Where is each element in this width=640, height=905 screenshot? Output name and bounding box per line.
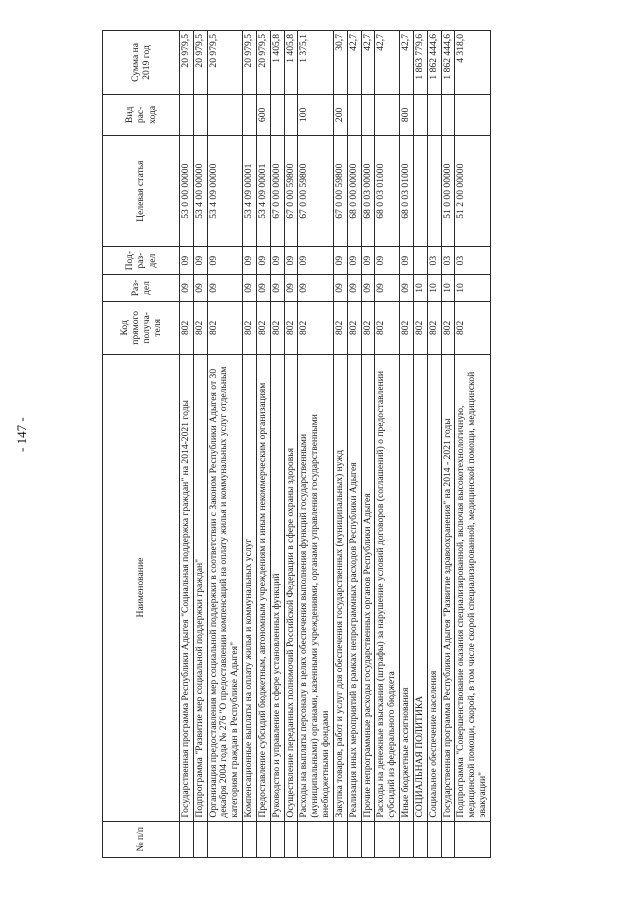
cell-num bbox=[427, 821, 441, 857]
cell-podrazdel: 09 bbox=[333, 247, 347, 274]
cell-name: Государственная программа Республики Адыгея "Развитие здравоохранения" на 2014 - 2021 годы bbox=[441, 354, 455, 821]
cell-razdel: 09 bbox=[243, 274, 257, 301]
cell-kod: 802 bbox=[207, 302, 242, 354]
cell-summa: 30,7 bbox=[333, 31, 347, 95]
cell-tselevaya: 67 0 00 59800 bbox=[284, 135, 298, 247]
cell-vid bbox=[243, 94, 257, 135]
cell-vid bbox=[270, 94, 284, 135]
cell-kod: 802 bbox=[284, 302, 298, 354]
cell-vid: 800 bbox=[400, 94, 414, 135]
cell-razdel: 09 bbox=[193, 274, 207, 301]
cell-razdel: 10 bbox=[441, 274, 455, 301]
table-row bbox=[243, 31, 257, 858]
cell-razdel: 09 bbox=[333, 274, 347, 301]
table-row bbox=[441, 31, 455, 858]
cell-tselevaya: 68 0 00 00000 bbox=[347, 135, 361, 247]
cell-tselevaya: 51 0 00 00000 bbox=[441, 135, 455, 247]
cell-tselevaya: 53 4 09 00001 bbox=[243, 135, 257, 247]
cell-summa: 20 979,5 bbox=[256, 31, 270, 95]
cell-razdel: 09 bbox=[400, 274, 414, 301]
cell-summa: 1 375,1 bbox=[298, 31, 333, 95]
cell-tselevaya: 51 2 00 00000 bbox=[455, 135, 490, 247]
cell-num bbox=[400, 821, 414, 857]
cell-num bbox=[243, 821, 257, 857]
table-row bbox=[427, 31, 441, 858]
col-tselevaya-header: Целевая статья bbox=[103, 135, 180, 247]
cell-name: Закупка товаров, работ и услуг для обеспечения государственных (муниципальных) нужд bbox=[333, 354, 347, 821]
table-header bbox=[103, 31, 180, 858]
cell-name: Расходы на выплаты персоналу в целях обеспечения выполнения функций государственными (муниципальными) органами, казенными учреждениями, органами управления государственными внебюджетными фондами bbox=[298, 354, 333, 821]
cell-num bbox=[333, 821, 347, 857]
cell-razdel: 09 bbox=[284, 274, 298, 301]
cell-kod: 802 bbox=[256, 302, 270, 354]
cell-num bbox=[193, 821, 207, 857]
table-row bbox=[256, 31, 270, 858]
cell-podrazdel: 09 bbox=[256, 247, 270, 274]
cell-name: Прочие непрограммные расходы государственных органов Республики Адыгея bbox=[361, 354, 375, 821]
table-row bbox=[400, 31, 414, 858]
cell-name: Предоставление субсидий бюджетным, автономным учреждениям и иным некоммерческим организациям bbox=[256, 354, 270, 821]
cell-vid bbox=[180, 94, 194, 135]
cell-name: Подпрограмма "Развитие мер социальной поддержки граждан" bbox=[193, 354, 207, 821]
cell-vid bbox=[347, 94, 361, 135]
cell-num bbox=[270, 821, 284, 857]
cell-vid bbox=[375, 94, 400, 135]
cell-vid bbox=[413, 94, 427, 135]
cell-podrazdel: 09 bbox=[284, 247, 298, 274]
cell-podrazdel: 09 bbox=[243, 247, 257, 274]
col-name-header: Наименование bbox=[103, 354, 180, 821]
cell-podrazdel: 09 bbox=[400, 247, 414, 274]
cell-kod: 802 bbox=[413, 302, 427, 354]
header-row bbox=[103, 31, 180, 858]
rotated-page bbox=[102, 30, 527, 858]
cell-summa: 1 863 779,6 bbox=[413, 31, 427, 95]
cell-razdel: 10 bbox=[427, 274, 441, 301]
cell-podrazdel: 09 bbox=[347, 247, 361, 274]
cell-name: Расходы на денежные взыскания (штрафы) за нарушение условий договоров (соглашений) о предоставлении субсидий из федерального бюджета bbox=[375, 354, 400, 821]
cell-name: Организация предоставления мер социальной поддержки в соответствии с Законом Республики Адыгея от 30 декабря 2004 года № 276 "О предоставлении компенсаций на оплату жилья и коммунальных услуг отдельным категориям граждан в Республике Адыгея" bbox=[207, 354, 242, 821]
cell-kod: 802 bbox=[243, 302, 257, 354]
cell-summa: 42,7 bbox=[347, 31, 361, 95]
table-row bbox=[298, 31, 333, 858]
cell-kod: 802 bbox=[375, 302, 400, 354]
cell-podrazdel: 03 bbox=[455, 247, 490, 274]
cell-vid bbox=[207, 94, 242, 135]
cell-summa: 1 405,8 bbox=[284, 31, 298, 95]
cell-podrazdel: 03 bbox=[441, 247, 455, 274]
cell-kod: 802 bbox=[270, 302, 284, 354]
cell-podrazdel: 03 bbox=[427, 247, 441, 274]
cell-num bbox=[298, 821, 333, 857]
cell-summa: 20 979,5 bbox=[243, 31, 257, 95]
table-row bbox=[270, 31, 284, 858]
page-number: - 147 - bbox=[14, 417, 29, 452]
cell-summa: 42,7 bbox=[375, 31, 400, 95]
cell-podrazdel: 09 bbox=[193, 247, 207, 274]
cell-tselevaya: 67 0 00 59800 bbox=[298, 135, 333, 247]
cell-num bbox=[441, 821, 455, 857]
cell-tselevaya: 53 0 00 00000 bbox=[180, 135, 194, 247]
cell-tselevaya: 53 4 00 00000 bbox=[193, 135, 207, 247]
cell-vid bbox=[284, 94, 298, 135]
cell-summa: 42,7 bbox=[400, 31, 414, 95]
cell-razdel: 10 bbox=[413, 274, 427, 301]
cell-summa: 1 405,8 bbox=[270, 31, 284, 95]
cell-name: Государственная программа Республики Адыгея "Социальная поддержка граждан" на 2014-2021 годы bbox=[180, 354, 194, 821]
cell-tselevaya: 53 4 09 00001 bbox=[256, 135, 270, 247]
cell-kod: 802 bbox=[180, 302, 194, 354]
cell-name: Осуществление переданных полномочий Российской Федерации в сфере охраны здоровья bbox=[284, 354, 298, 821]
cell-razdel: 09 bbox=[375, 274, 400, 301]
cell-summa: 1 862 444,6 bbox=[441, 31, 455, 95]
cell-num bbox=[455, 821, 490, 857]
cell-vid: 100 bbox=[298, 94, 333, 135]
cell-name: Компенсационные выплаты на оплату жилья и коммунальных услуг bbox=[243, 354, 257, 821]
cell-summa: 20 979,5 bbox=[207, 31, 242, 95]
col-razdel-header: Раз-дел bbox=[103, 274, 180, 301]
cell-podrazdel: 09 bbox=[270, 247, 284, 274]
cell-tselevaya: 68 0 03 01000 bbox=[400, 135, 414, 247]
cell-vid bbox=[361, 94, 375, 135]
cell-podrazdel bbox=[413, 247, 427, 274]
col-podrazdel-header: Под-раз-дел bbox=[103, 247, 180, 274]
table-row bbox=[375, 31, 400, 858]
table-row bbox=[284, 31, 298, 858]
cell-tselevaya: 67 0 00 59800 bbox=[333, 135, 347, 247]
table-row bbox=[455, 31, 490, 858]
cell-num bbox=[256, 821, 270, 857]
cell-razdel: 09 bbox=[180, 274, 194, 301]
cell-kod: 802 bbox=[333, 302, 347, 354]
cell-razdel: 09 bbox=[270, 274, 284, 301]
cell-vid bbox=[455, 94, 490, 135]
cell-razdel: 09 bbox=[347, 274, 361, 301]
table-row bbox=[207, 31, 242, 858]
cell-name: Подпрограмма "Совершенствование оказания специализированной, включая высокотехнологичную, медицинской помощи, скорой, в том числе скорой специализированной, медицинской помощи, медицинской эвакуации" bbox=[455, 354, 490, 821]
cell-tselevaya bbox=[427, 135, 441, 247]
col-summa-header: Сумма на 2019 год bbox=[103, 31, 180, 95]
cell-name: Руководство и управление в сфере установленных функций bbox=[270, 354, 284, 821]
col-num-header: № п/п bbox=[103, 821, 180, 857]
cell-summa: 42,7 bbox=[361, 31, 375, 95]
cell-tselevaya bbox=[413, 135, 427, 247]
cell-razdel: 09 bbox=[256, 274, 270, 301]
cell-summa: 4 318,0 bbox=[455, 31, 490, 95]
cell-kod: 802 bbox=[361, 302, 375, 354]
cell-podrazdel: 09 bbox=[207, 247, 242, 274]
cell-kod: 802 bbox=[441, 302, 455, 354]
cell-tselevaya: 68 0 03 00000 bbox=[361, 135, 375, 247]
cell-vid bbox=[427, 94, 441, 135]
cell-tselevaya: 68 0 03 01000 bbox=[375, 135, 400, 247]
cell-tselevaya: 53 4 09 00000 bbox=[207, 135, 242, 247]
table-row bbox=[347, 31, 361, 858]
cell-kod: 802 bbox=[400, 302, 414, 354]
table-row bbox=[413, 31, 427, 858]
cell-razdel: 10 bbox=[455, 274, 490, 301]
cell-vid: 600 bbox=[256, 94, 270, 135]
cell-kod: 802 bbox=[193, 302, 207, 354]
cell-vid bbox=[193, 94, 207, 135]
cell-num bbox=[180, 821, 194, 857]
table-row bbox=[193, 31, 207, 858]
cell-kod: 802 bbox=[347, 302, 361, 354]
budget-table bbox=[102, 30, 491, 858]
table-row bbox=[180, 31, 194, 858]
cell-num bbox=[413, 821, 427, 857]
cell-summa: 20 979,5 bbox=[180, 31, 194, 95]
cell-num bbox=[207, 821, 242, 857]
cell-name: Социальное обеспечение населения bbox=[427, 354, 441, 821]
cell-kod: 802 bbox=[427, 302, 441, 354]
col-vid-header: Вид рас-хода bbox=[103, 94, 180, 135]
cell-name: Иные бюджетные ассигнования bbox=[400, 354, 414, 821]
table-row bbox=[333, 31, 347, 858]
cell-podrazdel: 09 bbox=[180, 247, 194, 274]
cell-kod: 802 bbox=[298, 302, 333, 354]
cell-name: СОЦИАЛЬНАЯ ПОЛИТИКА bbox=[413, 354, 427, 821]
table-body bbox=[180, 31, 491, 858]
cell-razdel: 09 bbox=[298, 274, 333, 301]
cell-num bbox=[284, 821, 298, 857]
col-kod-header: Код прямого получа-теля bbox=[103, 302, 180, 354]
cell-tselevaya: 67 0 00 00000 bbox=[270, 135, 284, 247]
cell-summa: 1 862 444,6 bbox=[427, 31, 441, 95]
cell-podrazdel: 09 bbox=[298, 247, 333, 274]
cell-vid: 200 bbox=[333, 94, 347, 135]
cell-razdel: 09 bbox=[361, 274, 375, 301]
cell-razdel: 09 bbox=[207, 274, 242, 301]
cell-summa: 20 979,5 bbox=[193, 31, 207, 95]
cell-kod: 802 bbox=[455, 302, 490, 354]
cell-num bbox=[361, 821, 375, 857]
cell-name: Реализация иных мероприятий в рамках непрограммных расходов Республики Адыгея bbox=[347, 354, 361, 821]
cell-podrazdel: 09 bbox=[361, 247, 375, 274]
cell-num bbox=[347, 821, 361, 857]
cell-podrazdel: 09 bbox=[375, 247, 400, 274]
table-row bbox=[361, 31, 375, 858]
cell-num bbox=[375, 821, 400, 857]
cell-vid bbox=[441, 94, 455, 135]
